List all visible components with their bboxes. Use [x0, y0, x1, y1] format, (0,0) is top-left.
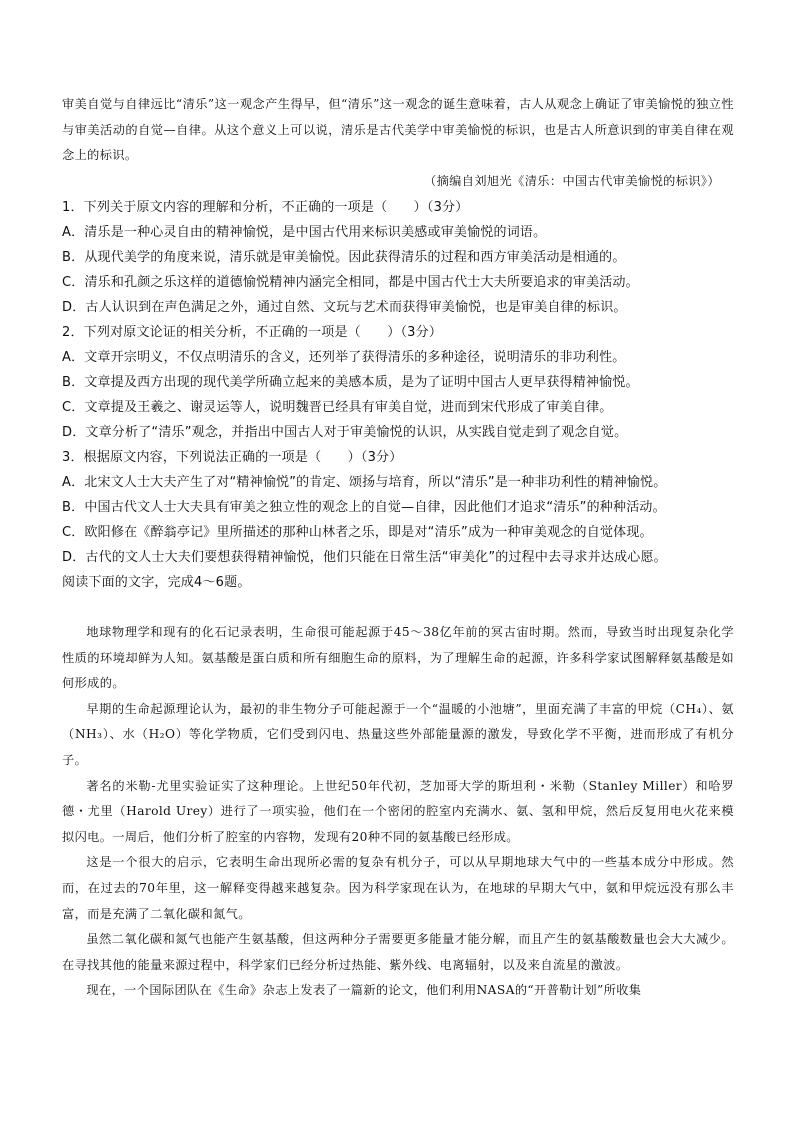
passage2-paragraph: 虽然二氧化碳和氮气也能产生氨基酸，但这两种分子需要更多能量才能分解，而且产生的氨基酸数量也会大大减少。在寻找其他的能量来源过程中，科学家们已经分析过热能、紫外线、电离辐射，以及来自流星的激波。 — [62, 932, 734, 972]
passage2-paragraph: 这是一个很大的启示，它表明生命出现所必需的复杂有机分子，可以从早期地球大气中的一些基本成分中形成。然而，在过去的70年里，这一解释变得越来越复杂。因为科学家现在认为，在地球的早期大气中，氨和甲烷远没有那么丰富，而是充满了二氧化碳和氮气。 — [62, 855, 734, 921]
passage1-section — [62, 92, 734, 194]
question-3-option-a: A．北宋文人士大夫产生了对“精神愉悦”的肯定、颂扬与培育，所以“清乐”是一种非功利性的精神愉悦。 — [62, 475, 667, 490]
question-1-option-d: D．古人认识到在声色满足之外，通过自然、文玩与艺术而获得审美愉悦，也是审美自律的标识。 — [62, 300, 627, 315]
question-2-stem: 2．下列对原文论证的相关分析，不正确的一项是（ ）（3分） — [62, 325, 443, 340]
question-3-option-b: B．中国古代文人士大夫具有审美之独立性的观念上的自觉—自律，因此他们才追求“清乐”的种种活动。 — [62, 500, 666, 515]
question-2-option-d: D．文章分析了“清乐”观念，并指出中国古人对于审美愉悦的认识，从实践自觉走到了观念自觉。 — [62, 425, 628, 440]
question-1-option-a: A．清乐是一种心灵自由的精神愉悦，是中国古代用来标识美感或审美愉悦的词语。 — [62, 225, 547, 240]
passage2-section — [62, 620, 734, 1004]
question-3-option-c: C．欧阳修在《醉翁亭记》里所描述的那种山林者之乐，即是对“清乐”成为一种审美观念的自觉体现。 — [62, 525, 653, 540]
passage1-source: （摘编自刘旭光《清乐：中国古代审美愉悦的标识》） — [424, 173, 720, 188]
question-1-stem: 1．下列关于原文内容的理解和分析，不正确的一项是（ ）（3分） — [62, 200, 469, 215]
question-3-stem: 3．根据原文内容，下列说法正确的一项是（ ）（3分） — [62, 450, 403, 465]
reading-instruction: 阅读下面的文字，完成4～6题。 — [62, 575, 251, 590]
passage2-paragraph: 早期的生命起源理论认为，最初的非生物分子可能起源于一个“温暖的小池塘”，里面充满了丰富的甲烷（CH₄）、氨（NH₃）、水（H₂O）等化学物质，它们受到闪电、热量这些外部能量源的激发，导致化学不平衡，进而形成了有机分子。 — [62, 701, 734, 767]
passage2-paragraph: 现在，一个国际团队在《生命》杂志上发表了一篇新的论文，他们利用NASA的“开普勒计划”所收集 — [86, 983, 642, 998]
question-2-option-a: A．文章开宗明义，不仅点明清乐的含义，还列举了获得清乐的多种途径，说明清乐的非功利性。 — [62, 350, 626, 365]
passage2-paragraph: 著名的米勒-尤里实验证实了这种理论。上世纪50年代初，芝加哥大学的斯坦利・米勒（Stanley Miller）和哈罗德・尤里（Harold Urey）进行了一项实验，他们在一个密闭的腔室内充满水、氨、氢和甲烷，然后反复用电火花来模拟闪电。一周后，他们分析了腔室的内容物，发现有20种不同的氨基酸已经形成。 — [62, 778, 734, 844]
question-2-option-c: C．文章提及王羲之、谢灵运等人，说明魏晋已经具有审美自觉，进而到宋代形成了审美自律。 — [62, 400, 613, 415]
question-2-option-b: B．文章提及西方出现的现代美学所确立起来的美感本质，是为了证明中国古人更早获得精神愉悦。 — [62, 375, 639, 390]
passage1-tail-paragraph: 审美自觉与自律远比“清乐”这一观念产生得早，但“清乐”这一观念的诞生意味着，古人从观念上确证了审美愉悦的独立性与审美活动的自觉—自律。从这个意义上可以说，清乐是古代美学中审美愉悦的标识，也是古人所意识到的审美自律在观念上的标识。 — [62, 97, 734, 163]
question-1-option-b: B．从现代美学的角度来说，清乐就是审美愉悦。因此获得清乐的过程和西方审美活动是相通的。 — [62, 250, 626, 265]
question-1-option-c: C．清乐和孔颜之乐这样的道德愉悦精神内涵完全相同，都是中国古代士大夫所要追求的审美活动。 — [62, 275, 639, 290]
question-3-option-d: D．古代的文人士大夫们要想获得精神愉悦，他们只能在日常生活“审美化”的过程中去寻求并达成心愿。 — [62, 550, 667, 565]
passage2-paragraph: 地球物理学和现有的化石记录表明，生命很可能起源于45～38亿年前的冥古宙时期。然而，导致当时出现复杂化学性质的环境却鲜为人知。氨基酸是蛋白质和所有细胞生命的原料，为了理解生命的起源，许多科学家试图解释氨基酸是如何形成的。 — [62, 625, 734, 691]
questions-section — [62, 195, 734, 595]
